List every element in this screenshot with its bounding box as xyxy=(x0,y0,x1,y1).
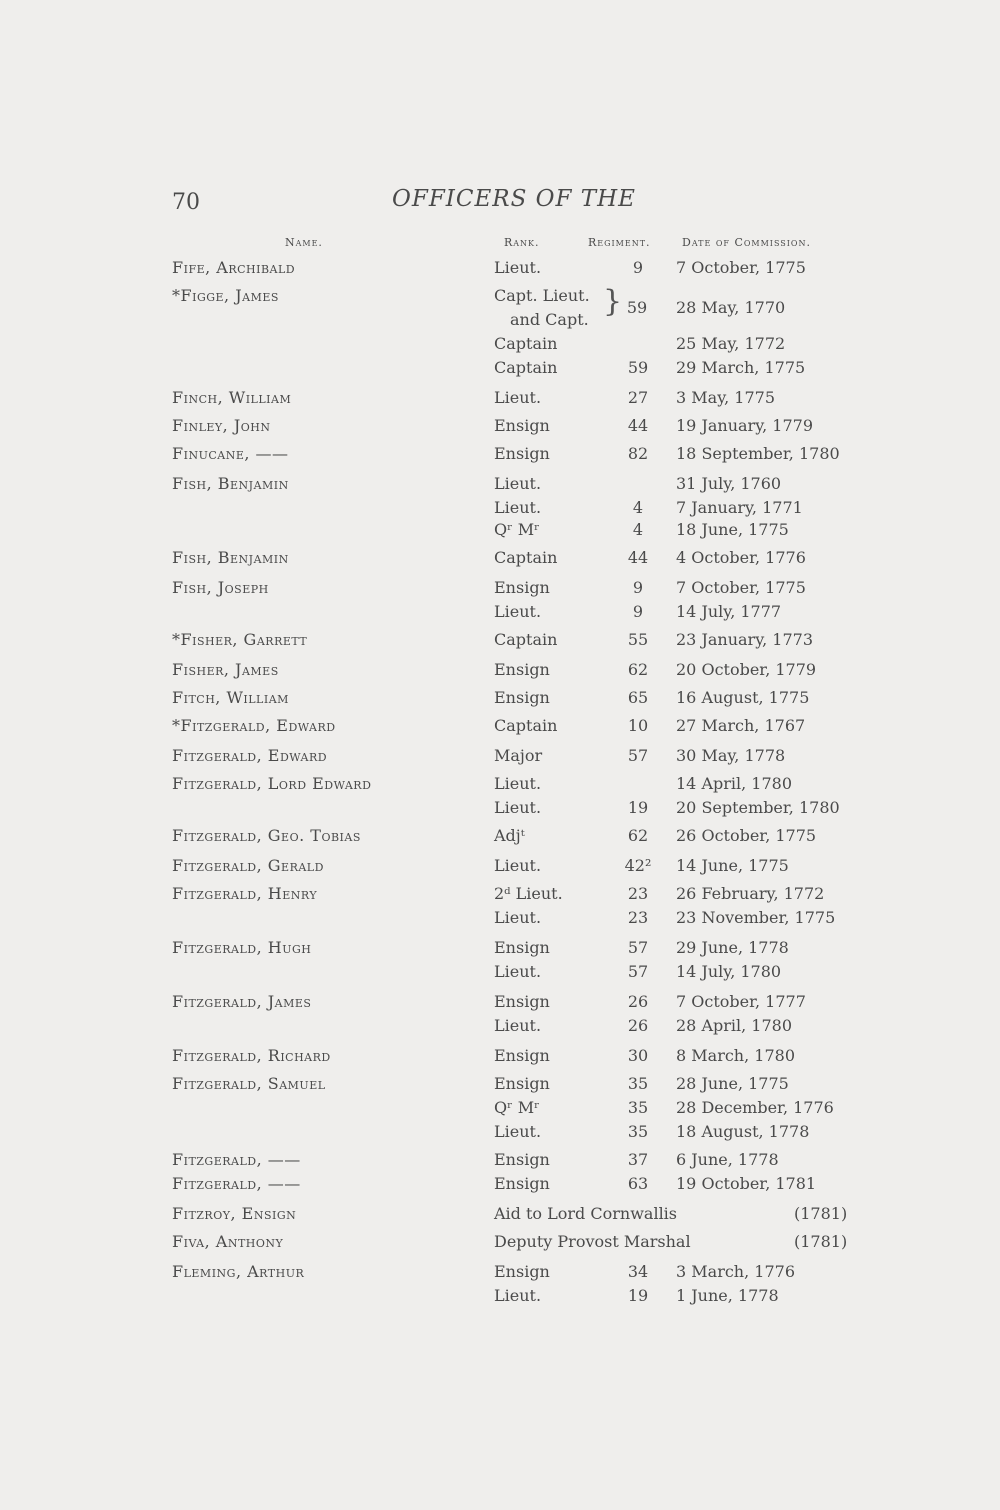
commission-date: 19 January, 1779 xyxy=(676,416,813,435)
officer-name: *Figge, James xyxy=(172,286,279,305)
officer-rank: Captain xyxy=(494,548,558,567)
officer-regiment: 35 xyxy=(627,1122,649,1141)
officer-regiment: 44 xyxy=(627,416,649,435)
officer-rank: Captain xyxy=(494,358,558,377)
officer-rank: Qʳ Mʳ xyxy=(494,520,540,539)
commission-date: 28 April, 1780 xyxy=(676,1016,793,1035)
officer-rank: Lieut. xyxy=(494,1016,542,1035)
commission-date: 14 April, 1780 xyxy=(676,774,793,793)
officer-regiment: 62 xyxy=(627,660,649,679)
officer-name: Fitzroy, Ensign xyxy=(172,1204,297,1223)
officer-name: Fitzgerald, —— xyxy=(172,1150,301,1169)
commission-date: 7 January, 1771 xyxy=(676,498,803,517)
officer-regiment: 35 xyxy=(627,1098,649,1117)
commission-date: 28 June, 1775 xyxy=(676,1074,789,1093)
officer-name: Fitzgerald, Samuel xyxy=(172,1074,326,1093)
commission-date: 6 June, 1778 xyxy=(676,1150,779,1169)
commission-date: 1 June, 1778 xyxy=(676,1286,779,1305)
commission-date: 8 March, 1780 xyxy=(676,1046,795,1065)
commission-date: 4 October, 1776 xyxy=(676,548,806,567)
column-header-date: Date of Commission. xyxy=(682,236,811,249)
officer-name: Fish, Benjamin xyxy=(172,474,289,493)
officer-regiment: 63 xyxy=(627,1174,649,1193)
officer-rank: Captain xyxy=(494,716,558,735)
officer-rank: Ensign xyxy=(494,660,550,679)
officer-rank: Lieut. xyxy=(494,856,542,875)
commission-date: 18 August, 1778 xyxy=(676,1122,810,1141)
page-number: 70 xyxy=(172,190,200,215)
commission-date: 31 July, 1760 xyxy=(676,474,782,493)
officer-rank: Adjᵗ xyxy=(494,826,525,845)
officer-name: Fitzgerald, Hugh xyxy=(172,938,312,957)
officer-name: Fitzgerald, Richard xyxy=(172,1046,331,1065)
officer-regiment: 26 xyxy=(627,992,649,1011)
officer-rank: Ensign xyxy=(494,688,550,707)
column-header-name: Name. xyxy=(285,236,323,249)
officer-rank: Ensign xyxy=(494,1150,550,1169)
officer-regiment: 59 xyxy=(627,358,649,377)
commission-date: 14 July, 1777 xyxy=(676,602,782,621)
officer-rank: Lieut. xyxy=(494,908,542,927)
commission-date: 26 October, 1775 xyxy=(676,826,817,845)
officer-name: Finucane, —— xyxy=(172,444,289,463)
officer-regiment: 44 xyxy=(627,548,649,567)
officer-regiment: 34 xyxy=(627,1262,649,1281)
note-year: (1781) xyxy=(794,1204,848,1223)
officer-name: Fife, Archibald xyxy=(172,258,296,277)
commission-date: 30 May, 1778 xyxy=(676,746,786,765)
commission-date: 19 October, 1781 xyxy=(676,1174,817,1193)
officer-rank: Lieut. xyxy=(494,1122,542,1141)
column-header-regiment: Regiment. xyxy=(588,236,651,249)
officer-regiment: 62 xyxy=(627,826,649,845)
officer-regiment: 37 xyxy=(627,1150,649,1169)
officer-name: Finley, John xyxy=(172,416,271,435)
commission-date: 18 June, 1775 xyxy=(676,520,789,539)
commission-date: 20 October, 1779 xyxy=(676,660,817,679)
commission-date: 28 December, 1776 xyxy=(676,1098,834,1117)
officer-note: Deputy Provost Marshal xyxy=(494,1232,691,1251)
running-head: OFFICERS OF THE xyxy=(392,186,636,212)
commission-date: 25 May, 1772 xyxy=(676,334,786,353)
officer-rank: Lieut. xyxy=(494,498,542,517)
commission-date: 27 March, 1767 xyxy=(676,716,806,735)
commission-date: 3 March, 1776 xyxy=(676,1262,795,1281)
officer-rank: Ensign xyxy=(494,444,550,463)
officer-regiment: 55 xyxy=(627,630,649,649)
officer-rank: Lieut. xyxy=(494,962,542,981)
officer-name: Finch, William xyxy=(172,388,292,407)
officer-regiment: 42² xyxy=(624,856,652,875)
officer-name: Fitzgerald, Geo. Tobias xyxy=(172,826,361,845)
officer-rank: Lieut. xyxy=(494,1286,542,1305)
commission-date: 23 November, 1775 xyxy=(676,908,836,927)
commission-date: 7 October, 1777 xyxy=(676,992,806,1011)
commission-date: 28 May, 1770 xyxy=(676,298,786,317)
officer-rank: Ensign xyxy=(494,1074,550,1093)
commission-date: 23 January, 1773 xyxy=(676,630,813,649)
officer-rank: Ensign xyxy=(494,1262,550,1281)
officer-rank: Lieut. xyxy=(494,774,542,793)
officer-regiment: 26 xyxy=(627,1016,649,1035)
officer-regiment: 9 xyxy=(632,602,644,621)
officer-rank: Ensign xyxy=(494,1174,550,1193)
officer-name: *Fisher, Garrett xyxy=(172,630,308,649)
commission-date: 18 September, 1780 xyxy=(676,444,840,463)
officer-rank: and Capt. xyxy=(510,310,589,329)
commission-date: 16 August, 1775 xyxy=(676,688,810,707)
officer-rank: Lieut. xyxy=(494,798,542,817)
officer-rank: Major xyxy=(494,746,543,765)
officer-regiment: 35 xyxy=(627,1074,649,1093)
officer-name: Fitzgerald, —— xyxy=(172,1174,301,1193)
officer-rank: Ensign xyxy=(494,938,550,957)
officer-regiment: 57 xyxy=(627,962,649,981)
commission-date: 26 February, 1772 xyxy=(676,884,825,903)
note-year: (1781) xyxy=(794,1232,848,1251)
officer-name: Fitzgerald, Henry xyxy=(172,884,318,903)
officer-regiment: 57 xyxy=(627,938,649,957)
officer-regiment: 4 xyxy=(632,498,644,517)
column-header-rank: Rank. xyxy=(504,236,540,249)
commission-date: 29 June, 1778 xyxy=(676,938,789,957)
commission-date: 3 May, 1775 xyxy=(676,388,775,407)
commission-date: 14 July, 1780 xyxy=(676,962,782,981)
officer-regiment: 19 xyxy=(627,798,649,817)
officer-name: Fitzgerald, Lord Edward xyxy=(172,774,372,793)
officer-regiment: 9 xyxy=(632,578,644,597)
officer-name: Fitch, William xyxy=(172,688,289,707)
officer-regiment: 23 xyxy=(627,884,649,903)
commission-date: 14 June, 1775 xyxy=(676,856,789,875)
officer-rank: Lieut. xyxy=(494,258,542,277)
officer-regiment: 4 xyxy=(632,520,644,539)
officer-regiment: 27 xyxy=(627,388,649,407)
officer-rank: Ensign xyxy=(494,578,550,597)
officer-rank: Ensign xyxy=(494,1046,550,1065)
officer-regiment: 19 xyxy=(627,1286,649,1305)
officer-name: Fish, Joseph xyxy=(172,578,269,597)
officer-rank: 2ᵈ Lieut. xyxy=(494,884,563,903)
officer-name: *Fitzgerald, Edward xyxy=(172,716,336,735)
commission-date: 7 October, 1775 xyxy=(676,578,806,597)
officer-rank: Captain xyxy=(494,630,558,649)
officer-regiment: 57 xyxy=(627,746,649,765)
officer-regiment: 10 xyxy=(627,716,649,735)
officer-name: Fitzgerald, Gerald xyxy=(172,856,324,875)
officer-name: Fisher, James xyxy=(172,660,279,679)
officer-regiment: 23 xyxy=(627,908,649,927)
officer-regiment: 30 xyxy=(627,1046,649,1065)
officer-name: Fitzgerald, James xyxy=(172,992,312,1011)
officer-name: Fish, Benjamin xyxy=(172,548,289,567)
officer-name: Fleming, Arthur xyxy=(172,1262,305,1281)
officer-rank: Lieut. xyxy=(494,602,542,621)
officer-rank: Lieut. xyxy=(494,474,542,493)
officer-rank: Captain xyxy=(494,334,558,353)
officer-rank: Capt. Lieut. xyxy=(494,286,590,305)
officer-name: Fiva, Anthony xyxy=(172,1232,284,1251)
brace-mark: } xyxy=(603,284,623,319)
officer-regiment: 59 xyxy=(626,298,648,317)
officer-rank: Qʳ Mʳ xyxy=(494,1098,540,1117)
commission-date: 29 March, 1775 xyxy=(676,358,806,377)
officer-rank: Ensign xyxy=(494,416,550,435)
officer-note: Aid to Lord Cornwallis xyxy=(494,1204,678,1223)
officer-regiment: 9 xyxy=(632,258,644,277)
commission-date: 20 September, 1780 xyxy=(676,798,840,817)
officer-regiment: 65 xyxy=(627,688,649,707)
officer-name: Fitzgerald, Edward xyxy=(172,746,328,765)
officer-rank: Ensign xyxy=(494,992,550,1011)
officer-rank: Lieut. xyxy=(494,388,542,407)
officer-regiment: 82 xyxy=(627,444,649,463)
commission-date: 7 October, 1775 xyxy=(676,258,806,277)
